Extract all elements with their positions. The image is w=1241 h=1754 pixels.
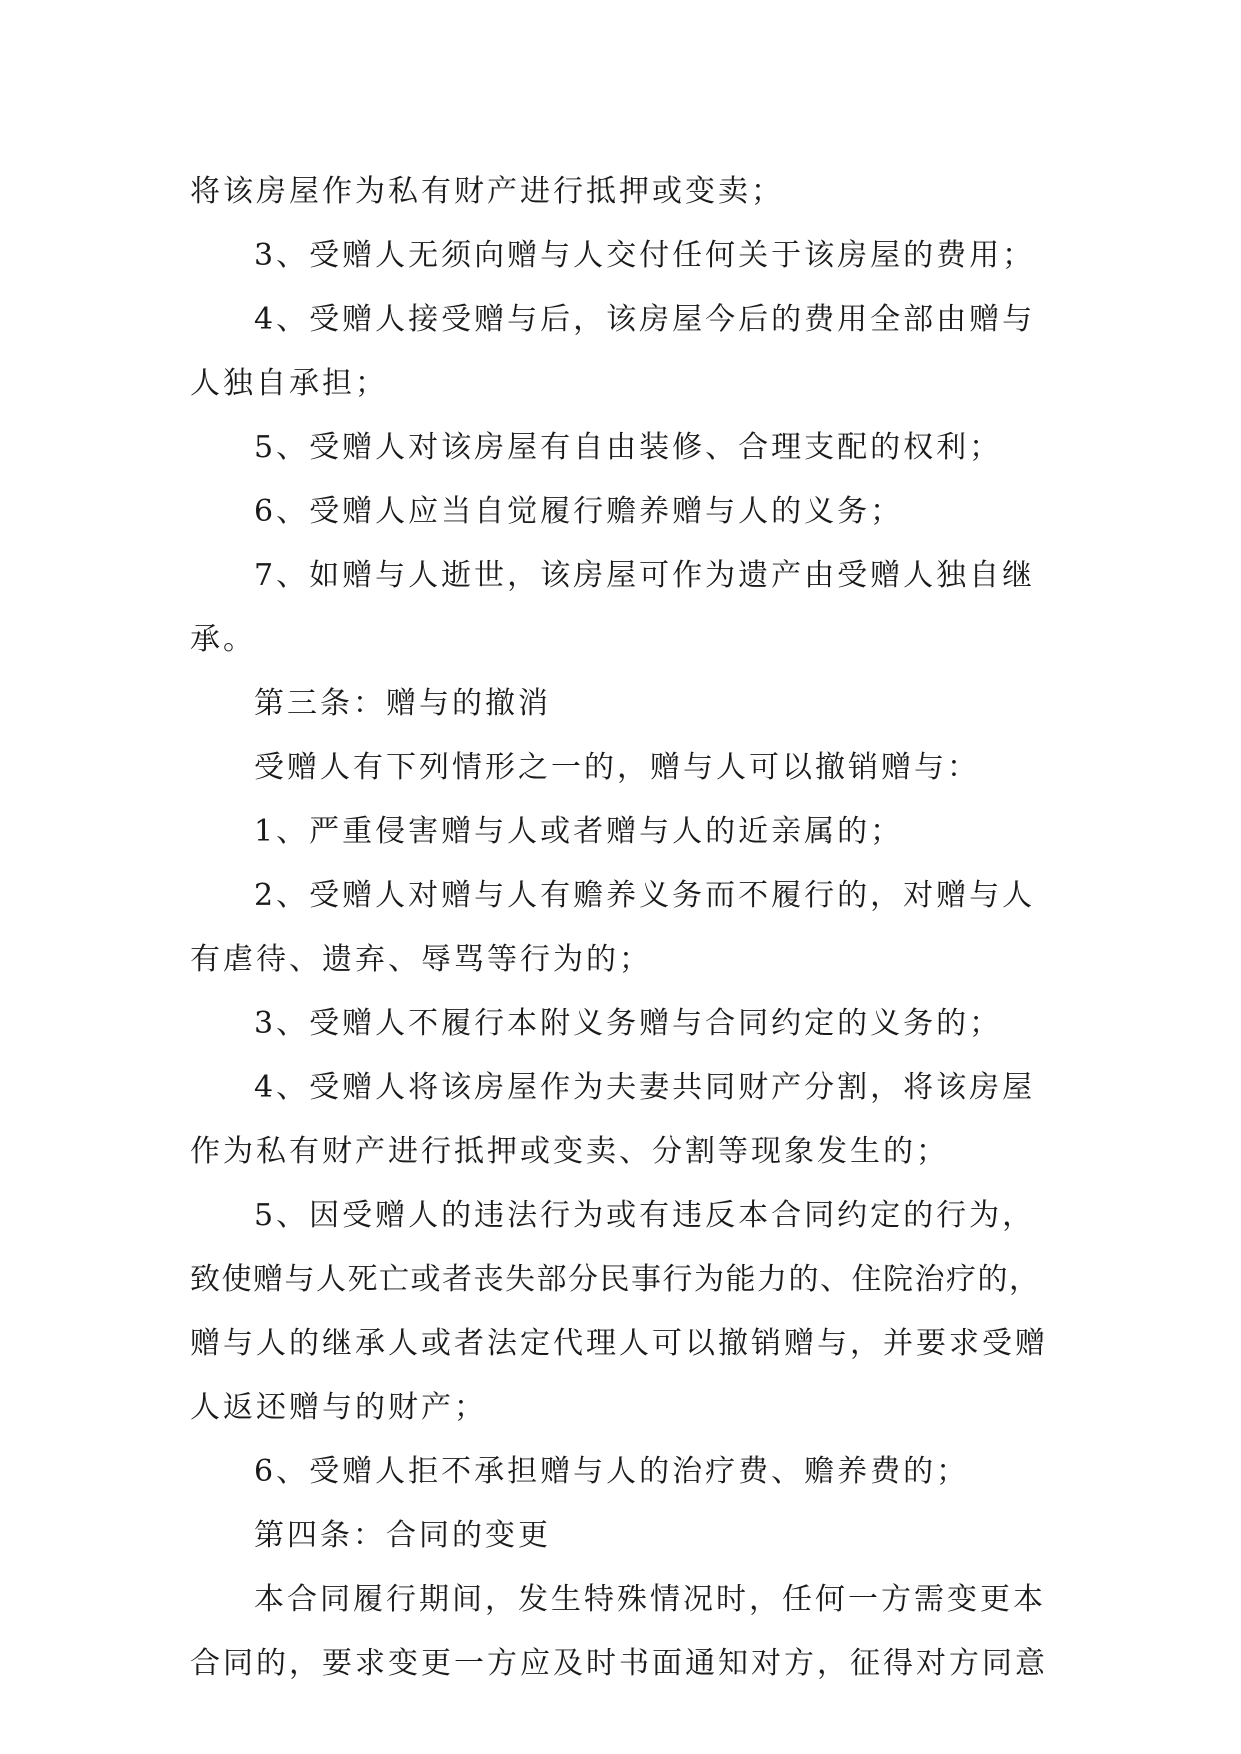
text-line: 人独自承担； [190,366,388,401]
text-line: 人返还赠与的财产； [190,1390,487,1425]
text-line: 1、严重侵害赠与人或者赠与人的近亲属的； [254,814,904,849]
text-line: 7、如赠与人逝世，该房屋可作为遗产由受赠人独自继 [254,558,1036,593]
text-line: 4、受赠人接受赠与后，该房屋今后的费用全部由赠与 [254,302,1036,337]
text-line: 作为私有财产进行抵押或变卖、分割等现象发生的； [190,1134,949,1169]
text-line: 有虐待、遗弃、辱骂等行为的； [190,942,652,977]
text-line: 3、受赠人无须向赠与人交付任何关于该房屋的费用； [254,238,1036,273]
text-line: 致使赠与人死亡或者丧失部分民事行为能力的、住院治疗的， [190,1262,1041,1297]
contract-text [190,160,1050,1696]
text-line: 3、受赠人不履行本附义务赠与合同约定的义务的； [254,1006,1003,1041]
text-line: 承。 [190,622,256,657]
text-line: 合同的，要求变更一方应及时书面通知对方，征得对方同意 [190,1646,1048,1681]
text-line: 6、受赠人应当自觉履行赡养赠与人的义务； [254,494,904,529]
text-line: 6、受赠人拒不承担赠与人的治疗费、赡养费的； [254,1454,970,1489]
text-line: 将该房屋作为私有财产进行抵押或变卖； [190,174,784,209]
text-line: 4、受赠人将该房屋作为夫妻共同财产分割，将该房屋 [254,1070,1036,1105]
text-line: 5、受赠人对该房屋有自由装修、合理支配的权利； [254,430,1003,465]
text-line: 受赠人有下列情形之一的，赠与人可以撤销赠与： [254,750,980,785]
text-line: 赠与人的继承人或者法定代理人可以撤销赠与，并要求受赠 [190,1326,1048,1361]
text-line: 第四条：合同的变更 [254,1518,551,1553]
text-line: 本合同履行期间，发生特殊情况时，任何一方需变更本 [254,1582,1046,1617]
text-line: 5、因受赠人的违法行为或有违反本合同约定的行为， [254,1198,1036,1233]
text-line: 第三条：赠与的撤消 [254,686,551,721]
text-line: 2、受赠人对赠与人有赡养义务而不履行的，对赠与人 [254,878,1036,913]
